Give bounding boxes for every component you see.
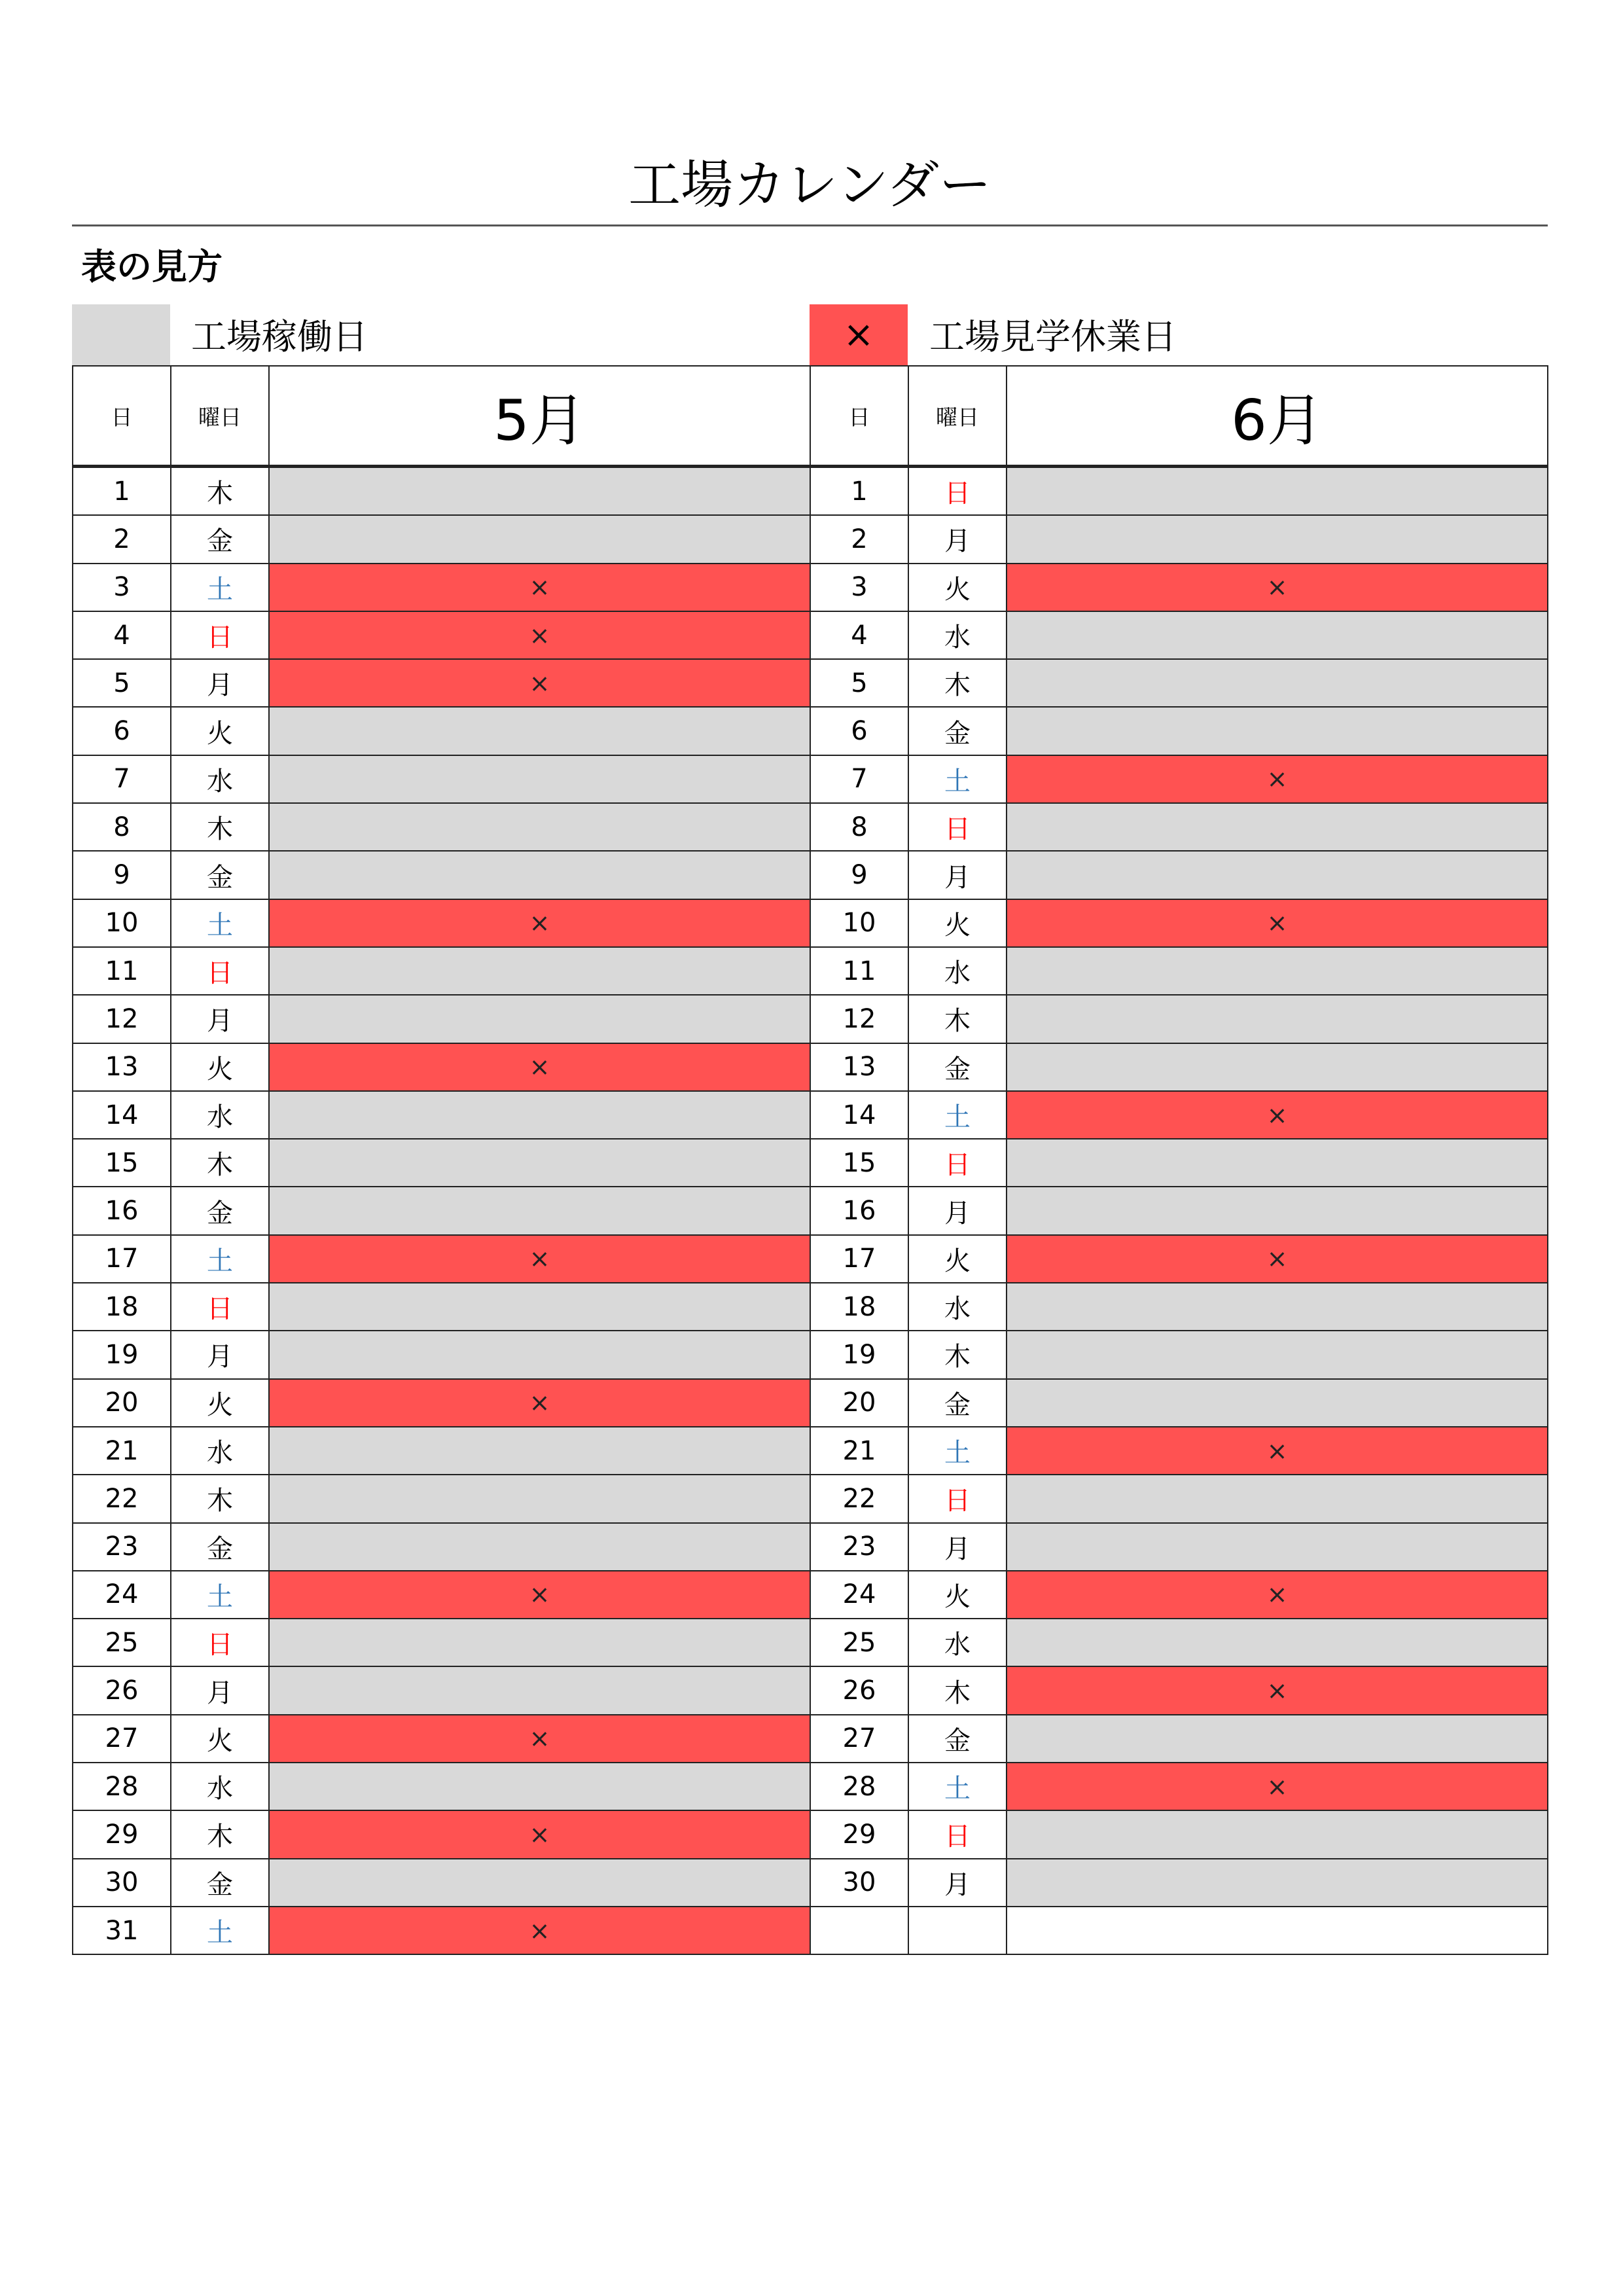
day-number: 29 (73, 1810, 171, 1858)
day-number: 19 (810, 1331, 908, 1378)
day-number: 3 (73, 564, 171, 611)
weekday: 水 (171, 1091, 269, 1139)
day-number: 20 (810, 1379, 908, 1427)
weekday: 金 (171, 1523, 269, 1571)
weekday: 日 (171, 947, 269, 995)
weekday: 木 (908, 1666, 1007, 1714)
weekday: 金 (908, 1715, 1007, 1763)
calendar-row (810, 1475, 1548, 1522)
day-number: 20 (73, 1379, 171, 1427)
day-number: 17 (73, 1235, 171, 1283)
calendar-row (73, 1475, 810, 1522)
status-cell (1007, 659, 1548, 707)
day-number: 26 (73, 1666, 171, 1714)
weekday: 日 (908, 467, 1007, 516)
day-number: 23 (810, 1523, 908, 1571)
status-cell (269, 1763, 810, 1810)
day-number: 4 (73, 611, 171, 659)
calendar-row (810, 1379, 1548, 1427)
weekday: 水 (908, 611, 1007, 659)
status-cell (1007, 1907, 1548, 1954)
calendar-row (73, 1235, 810, 1283)
legend-heading: 表の見方 (81, 246, 223, 287)
weekday: 月 (171, 659, 269, 707)
day-number: 21 (810, 1427, 908, 1475)
status-cell (269, 515, 810, 563)
month-title: 5月 (269, 366, 810, 467)
day-number: 14 (73, 1091, 171, 1139)
weekday: 木 (171, 803, 269, 851)
status-cell (1007, 851, 1548, 899)
calendar-row (810, 707, 1548, 755)
calendar-row (810, 467, 1548, 516)
calendar-row (73, 659, 810, 707)
day-number: 10 (73, 899, 171, 947)
weekday: 金 (908, 1043, 1007, 1091)
status-cell (269, 755, 810, 803)
weekday: 金 (171, 851, 269, 899)
status-cell (1007, 1619, 1548, 1666)
weekday: 水 (908, 1619, 1007, 1666)
weekday: 火 (171, 1043, 269, 1091)
calendar-row (73, 1715, 810, 1763)
calendar-row (73, 1043, 810, 1091)
day-number: 21 (73, 1427, 171, 1475)
day-number: 3 (810, 564, 908, 611)
weekday: 月 (908, 1523, 1007, 1571)
month-header-row (73, 366, 810, 467)
status-cell (1007, 995, 1548, 1043)
day-number: 2 (810, 515, 908, 563)
calendar-row (73, 1091, 810, 1139)
day-number: 4 (810, 611, 908, 659)
status-cell (1007, 1187, 1548, 1234)
calendar-row (73, 851, 810, 899)
weekday: 土 (908, 1427, 1007, 1475)
weekday: 火 (908, 564, 1007, 611)
calendar-row (810, 659, 1548, 707)
calendar-row (73, 1139, 810, 1187)
weekday: 水 (908, 947, 1007, 995)
calendar-row (73, 1379, 810, 1427)
weekday: 木 (171, 467, 269, 516)
calendar-row (73, 1427, 810, 1475)
status-cell (269, 851, 810, 899)
day-column-header: 日 (73, 366, 171, 467)
weekday: 火 (171, 707, 269, 755)
status-cell: × (269, 611, 810, 659)
calendar-row (810, 947, 1548, 995)
weekday: 水 (171, 1763, 269, 1810)
weekday: 日 (171, 1283, 269, 1331)
status-cell (269, 707, 810, 755)
status-cell: × (269, 1715, 810, 1763)
calendar-row (73, 1666, 810, 1714)
weekday: 木 (908, 659, 1007, 707)
weekday: 金 (908, 707, 1007, 755)
page-title: 工場カレンダー (628, 154, 991, 215)
day-number: 22 (810, 1475, 908, 1522)
weekday: 土 (908, 1763, 1007, 1810)
status-cell (1007, 1139, 1548, 1187)
day-number: 8 (73, 803, 171, 851)
weekday: 月 (171, 995, 269, 1043)
day-number: 15 (73, 1139, 171, 1187)
status-cell: × (269, 1379, 810, 1427)
weekday: 月 (908, 851, 1007, 899)
title-divider (72, 224, 1548, 226)
day-number (810, 1907, 908, 1954)
weekday-column-header: 曜日 (171, 366, 269, 467)
status-cell: × (1007, 1763, 1548, 1810)
status-cell (1007, 1331, 1548, 1378)
calendar-row (810, 1283, 1548, 1331)
calendar-row (810, 1619, 1548, 1666)
calendar-row (810, 1331, 1548, 1378)
day-number: 5 (73, 659, 171, 707)
status-cell: × (269, 564, 810, 611)
day-number: 28 (73, 1763, 171, 1810)
status-cell (269, 947, 810, 995)
day-number: 19 (73, 1331, 171, 1378)
status-cell: × (269, 1571, 810, 1619)
status-cell: × (1007, 899, 1548, 947)
day-number: 10 (810, 899, 908, 947)
status-cell (1007, 515, 1548, 563)
weekday: 月 (908, 515, 1007, 563)
status-cell: × (1007, 1427, 1548, 1475)
calendar-row (73, 1187, 810, 1234)
status-cell (1007, 467, 1548, 516)
status-cell (1007, 1379, 1548, 1427)
weekday: 金 (171, 515, 269, 563)
status-cell (1007, 1523, 1548, 1571)
status-cell: × (269, 899, 810, 947)
day-number: 15 (810, 1139, 908, 1187)
calendar-row (810, 1666, 1548, 1714)
calendar-row (810, 1187, 1548, 1234)
calendar-row (810, 1571, 1548, 1619)
calendar-row (810, 611, 1548, 659)
calendar-row (73, 1619, 810, 1666)
day-number: 28 (810, 1763, 908, 1810)
day-number: 2 (73, 515, 171, 563)
month-header-row (810, 366, 1548, 467)
status-cell (1007, 1810, 1548, 1858)
calendar-row (810, 899, 1548, 947)
weekday: 日 (171, 611, 269, 659)
calendar-row (810, 1235, 1548, 1283)
calendar-row (810, 1427, 1548, 1475)
day-number: 9 (73, 851, 171, 899)
status-cell (269, 1331, 810, 1378)
day-number: 16 (73, 1187, 171, 1234)
legend-work-label: 工場稼働日 (191, 316, 368, 357)
month-table-june (810, 365, 1548, 1955)
status-cell (1007, 1283, 1548, 1331)
day-number: 23 (73, 1523, 171, 1571)
status-cell (269, 1619, 810, 1666)
weekday: 金 (908, 1379, 1007, 1427)
day-number: 1 (73, 467, 171, 516)
day-number: 18 (73, 1283, 171, 1331)
weekday: 土 (908, 1091, 1007, 1139)
calendar-row (810, 515, 1548, 563)
calendar-row (73, 1331, 810, 1378)
status-cell: × (269, 1907, 810, 1954)
day-number: 26 (810, 1666, 908, 1714)
weekday: 土 (171, 1907, 269, 1954)
status-cell (1007, 947, 1548, 995)
status-cell (269, 1139, 810, 1187)
status-cell: × (1007, 1666, 1548, 1714)
weekday: 火 (171, 1715, 269, 1763)
calendar-row (810, 1859, 1548, 1907)
status-cell: × (269, 1810, 810, 1858)
status-cell (269, 1666, 810, 1714)
calendar-row (73, 467, 810, 516)
weekday: 金 (171, 1187, 269, 1234)
status-cell (269, 1427, 810, 1475)
weekday: 土 (171, 899, 269, 947)
weekday (908, 1907, 1007, 1954)
weekday: 火 (908, 1571, 1007, 1619)
calendar-row (73, 899, 810, 947)
day-number: 6 (73, 707, 171, 755)
day-number: 14 (810, 1091, 908, 1139)
weekday: 火 (908, 1235, 1007, 1283)
calendar-row (73, 564, 810, 611)
month-title: 6月 (1007, 366, 1548, 467)
weekday: 木 (908, 1331, 1007, 1378)
weekday: 日 (908, 1810, 1007, 1858)
status-cell (1007, 1715, 1548, 1763)
day-number: 1 (810, 467, 908, 516)
calendar-row (73, 995, 810, 1043)
status-cell (1007, 611, 1548, 659)
status-cell (1007, 803, 1548, 851)
status-cell: × (1007, 1235, 1548, 1283)
calendar-row (73, 755, 810, 803)
status-cell (269, 1091, 810, 1139)
weekday: 木 (171, 1475, 269, 1522)
day-number: 8 (810, 803, 908, 851)
legend-work-swatch (72, 304, 170, 365)
day-number: 11 (73, 947, 171, 995)
weekday: 日 (908, 1475, 1007, 1522)
month-table-may (72, 365, 811, 1955)
status-cell (269, 1187, 810, 1234)
calendar-row (810, 851, 1548, 899)
status-cell (269, 1475, 810, 1522)
status-cell: × (1007, 1571, 1548, 1619)
calendar-row (810, 995, 1548, 1043)
day-number: 7 (73, 755, 171, 803)
day-number: 25 (810, 1619, 908, 1666)
day-number: 12 (810, 995, 908, 1043)
status-cell: × (1007, 564, 1548, 611)
status-cell: × (1007, 1091, 1548, 1139)
day-number: 30 (73, 1859, 171, 1907)
status-cell: × (269, 659, 810, 707)
weekday: 月 (908, 1859, 1007, 1907)
calendar-row (73, 1523, 810, 1571)
day-number: 18 (810, 1283, 908, 1331)
calendar-row (810, 1763, 1548, 1810)
status-cell (1007, 1475, 1548, 1522)
calendar-row (73, 1763, 810, 1810)
status-cell (269, 803, 810, 851)
status-cell (269, 1859, 810, 1907)
calendar-row (73, 611, 810, 659)
calendar-row (73, 803, 810, 851)
weekday: 日 (171, 1619, 269, 1666)
weekday-column-header: 曜日 (908, 366, 1007, 467)
weekday: 土 (171, 1235, 269, 1283)
weekday: 水 (171, 1427, 269, 1475)
day-number: 13 (73, 1043, 171, 1091)
day-number: 17 (810, 1235, 908, 1283)
weekday: 火 (171, 1379, 269, 1427)
weekday: 土 (171, 564, 269, 611)
calendar-row (73, 1907, 810, 1954)
weekday: 金 (171, 1859, 269, 1907)
calendar-row (810, 803, 1548, 851)
day-number: 29 (810, 1810, 908, 1858)
weekday: 月 (908, 1187, 1007, 1234)
status-cell (1007, 1043, 1548, 1091)
day-number: 22 (73, 1475, 171, 1522)
day-number: 13 (810, 1043, 908, 1091)
calendar-row (73, 947, 810, 995)
day-number: 27 (73, 1715, 171, 1763)
status-cell: × (269, 1235, 810, 1283)
day-number: 25 (73, 1619, 171, 1666)
weekday: 土 (171, 1571, 269, 1619)
calendar-row (73, 1283, 810, 1331)
calendar-row (73, 1810, 810, 1858)
weekday: 月 (171, 1331, 269, 1378)
weekday: 土 (908, 755, 1007, 803)
day-number: 30 (810, 1859, 908, 1907)
day-number: 5 (810, 659, 908, 707)
status-cell (269, 1523, 810, 1571)
weekday: 月 (171, 1666, 269, 1714)
day-number: 24 (73, 1571, 171, 1619)
calendar-row (810, 755, 1548, 803)
calendar-row (73, 707, 810, 755)
weekday: 火 (908, 899, 1007, 947)
weekday: 木 (908, 995, 1007, 1043)
status-cell: × (1007, 755, 1548, 803)
calendar-row (810, 1091, 1548, 1139)
status-cell (1007, 707, 1548, 755)
status-cell: × (269, 1043, 810, 1091)
legend-closed-swatch: × (810, 304, 908, 365)
day-number: 16 (810, 1187, 908, 1234)
day-column-header: 日 (810, 366, 908, 467)
calendar-row (810, 1043, 1548, 1091)
calendar-row (810, 1715, 1548, 1763)
calendar-row (73, 515, 810, 563)
status-cell (1007, 1859, 1548, 1907)
weekday: 木 (171, 1139, 269, 1187)
calendar-row (73, 1859, 810, 1907)
calendar-row (810, 1523, 1548, 1571)
calendar-row (73, 1571, 810, 1619)
weekday: 水 (908, 1283, 1007, 1331)
status-cell (269, 1283, 810, 1331)
day-number: 9 (810, 851, 908, 899)
status-cell (269, 995, 810, 1043)
legend-closed-label: 工場見学休業日 (929, 316, 1177, 357)
calendar-row (810, 1810, 1548, 1858)
day-number: 7 (810, 755, 908, 803)
calendar-row (810, 564, 1548, 611)
day-number: 27 (810, 1715, 908, 1763)
weekday: 日 (908, 803, 1007, 851)
status-cell (269, 467, 810, 516)
day-number: 11 (810, 947, 908, 995)
calendar-row (810, 1907, 1548, 1954)
day-number: 31 (73, 1907, 171, 1954)
day-number: 12 (73, 995, 171, 1043)
day-number: 24 (810, 1571, 908, 1619)
weekday: 日 (908, 1139, 1007, 1187)
day-number: 6 (810, 707, 908, 755)
calendar-row (810, 1139, 1548, 1187)
weekday: 木 (171, 1810, 269, 1858)
weekday: 水 (171, 755, 269, 803)
